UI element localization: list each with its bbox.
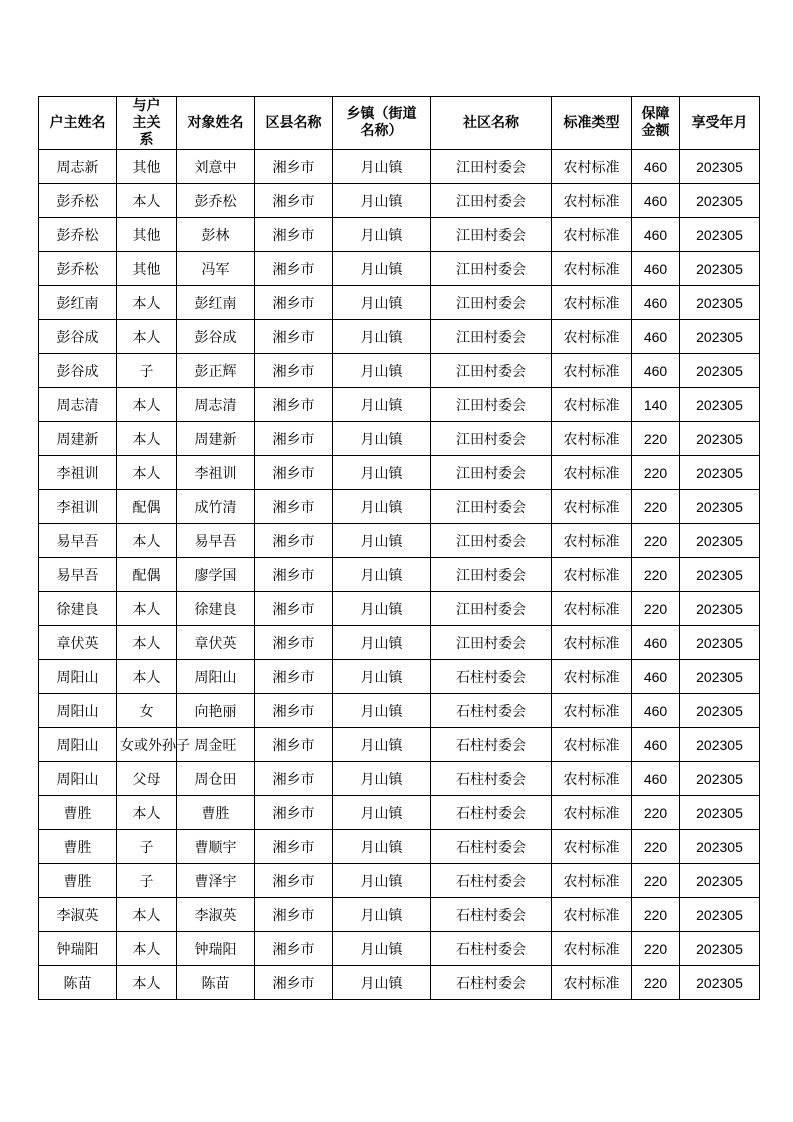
header-county: 区县名称 (255, 97, 333, 150)
cell-community: 江田村委会 (431, 218, 552, 252)
cell-county: 湘乡市 (255, 422, 333, 456)
cell-standard-type: 农村标准 (552, 762, 632, 796)
cell-standard-type: 农村标准 (552, 694, 632, 728)
header-row (39, 97, 760, 150)
cell-amount: 460 (632, 762, 680, 796)
cell-standard-type: 农村标准 (552, 150, 632, 184)
cell-community: 石柱村委会 (431, 694, 552, 728)
cell-county: 湘乡市 (255, 830, 333, 864)
table-row (39, 422, 760, 456)
cell-relation: 本人 (117, 422, 177, 456)
cell-head-name: 周阳山 (39, 660, 117, 694)
cell-relation: 本人 (117, 388, 177, 422)
cell-county: 湘乡市 (255, 218, 333, 252)
cell-head-name: 周阳山 (39, 762, 117, 796)
cell-amount: 220 (632, 966, 680, 1000)
cell-community: 石柱村委会 (431, 830, 552, 864)
cell-head-name: 李祖训 (39, 456, 117, 490)
cell-amount: 220 (632, 796, 680, 830)
cell-community: 江田村委会 (431, 388, 552, 422)
cell-standard-type: 农村标准 (552, 456, 632, 490)
cell-period: 202305 (680, 626, 760, 660)
cell-relation: 本人 (117, 966, 177, 1000)
cell-amount: 460 (632, 252, 680, 286)
cell-head-name: 钟瑞阳 (39, 932, 117, 966)
cell-member-name: 徐建良 (177, 592, 255, 626)
cell-member-name: 彭正辉 (177, 354, 255, 388)
cell-period: 202305 (680, 966, 760, 1000)
cell-county: 湘乡市 (255, 898, 333, 932)
cell-county: 湘乡市 (255, 592, 333, 626)
cell-community: 江田村委会 (431, 320, 552, 354)
cell-community: 江田村委会 (431, 150, 552, 184)
cell-amount: 220 (632, 422, 680, 456)
cell-member-name: 曹胜 (177, 796, 255, 830)
cell-head-name: 彭乔松 (39, 184, 117, 218)
cell-community: 江田村委会 (431, 626, 552, 660)
cell-head-name: 彭乔松 (39, 252, 117, 286)
cell-township: 月山镇 (333, 524, 431, 558)
header-relation-text: 与户主关系 (132, 97, 161, 148)
cell-member-name: 周志清 (177, 388, 255, 422)
cell-head-name: 易早吾 (39, 558, 117, 592)
cell-member-name: 刘意中 (177, 150, 255, 184)
cell-township: 月山镇 (333, 286, 431, 320)
cell-relation: 本人 (117, 320, 177, 354)
cell-township: 月山镇 (333, 354, 431, 388)
cell-period: 202305 (680, 762, 760, 796)
cell-period: 202305 (680, 422, 760, 456)
cell-head-name: 曹胜 (39, 864, 117, 898)
cell-standard-type: 农村标准 (552, 524, 632, 558)
cell-community: 石柱村委会 (431, 932, 552, 966)
cell-standard-type: 农村标准 (552, 388, 632, 422)
table-row (39, 932, 760, 966)
cell-period: 202305 (680, 388, 760, 422)
cell-amount: 460 (632, 694, 680, 728)
cell-member-name: 曹顺宇 (177, 830, 255, 864)
cell-county: 湘乡市 (255, 966, 333, 1000)
cell-head-name: 彭谷成 (39, 320, 117, 354)
cell-amount: 220 (632, 490, 680, 524)
cell-member-name: 陈苗 (177, 966, 255, 1000)
header-standard-type: 标准类型 (552, 97, 632, 150)
header-amount-text: 保障金额 (641, 106, 670, 139)
cell-standard-type: 农村标准 (552, 660, 632, 694)
cell-period: 202305 (680, 320, 760, 354)
cell-township: 月山镇 (333, 456, 431, 490)
table-row (39, 796, 760, 830)
header-member-name: 对象姓名 (177, 97, 255, 150)
cell-member-name: 易早吾 (177, 524, 255, 558)
cell-township: 月山镇 (333, 728, 431, 762)
cell-member-name: 彭林 (177, 218, 255, 252)
table-row (39, 456, 760, 490)
cell-amount: 220 (632, 524, 680, 558)
cell-community: 石柱村委会 (431, 864, 552, 898)
cell-period: 202305 (680, 694, 760, 728)
cell-standard-type: 农村标准 (552, 354, 632, 388)
cell-amount: 460 (632, 626, 680, 660)
cell-period: 202305 (680, 830, 760, 864)
table-row (39, 864, 760, 898)
cell-township: 月山镇 (333, 388, 431, 422)
cell-member-name: 李祖训 (177, 456, 255, 490)
table-row (39, 558, 760, 592)
cell-county: 湘乡市 (255, 354, 333, 388)
cell-county: 湘乡市 (255, 252, 333, 286)
cell-amount: 460 (632, 320, 680, 354)
table-row (39, 354, 760, 388)
cell-amount: 220 (632, 932, 680, 966)
cell-amount: 220 (632, 864, 680, 898)
cell-relation: 本人 (117, 524, 177, 558)
cell-county: 湘乡市 (255, 660, 333, 694)
cell-period: 202305 (680, 796, 760, 830)
table-row (39, 728, 760, 762)
cell-standard-type: 农村标准 (552, 626, 632, 660)
cell-head-name: 彭红南 (39, 286, 117, 320)
cell-period: 202305 (680, 558, 760, 592)
cell-community: 江田村委会 (431, 286, 552, 320)
cell-relation: 本人 (117, 286, 177, 320)
table-row (39, 898, 760, 932)
cell-head-name: 李祖训 (39, 490, 117, 524)
cell-standard-type: 农村标准 (552, 796, 632, 830)
cell-member-name: 彭谷成 (177, 320, 255, 354)
cell-period: 202305 (680, 932, 760, 966)
cell-county: 湘乡市 (255, 728, 333, 762)
table-row (39, 490, 760, 524)
table-row (39, 286, 760, 320)
cell-standard-type: 农村标准 (552, 932, 632, 966)
table-row (39, 694, 760, 728)
table-row (39, 830, 760, 864)
cell-standard-type: 农村标准 (552, 218, 632, 252)
cell-member-name: 向艳丽 (177, 694, 255, 728)
cell-period: 202305 (680, 184, 760, 218)
table-row (39, 320, 760, 354)
cell-member-name: 周金旺 (177, 728, 255, 762)
table-row (39, 626, 760, 660)
cell-standard-type: 农村标准 (552, 422, 632, 456)
table-row (39, 660, 760, 694)
cell-head-name: 彭谷成 (39, 354, 117, 388)
cell-relation: 其他 (117, 252, 177, 286)
cell-community: 石柱村委会 (431, 762, 552, 796)
cell-county: 湘乡市 (255, 762, 333, 796)
cell-period: 202305 (680, 354, 760, 388)
cell-county: 湘乡市 (255, 864, 333, 898)
cell-community: 石柱村委会 (431, 898, 552, 932)
cell-relation: 配偶 (117, 558, 177, 592)
cell-period: 202305 (680, 252, 760, 286)
cell-township: 月山镇 (333, 184, 431, 218)
cell-county: 湘乡市 (255, 184, 333, 218)
cell-amount: 460 (632, 218, 680, 252)
cell-relation: 配偶 (117, 490, 177, 524)
cell-amount: 460 (632, 150, 680, 184)
table-row (39, 524, 760, 558)
cell-community: 江田村委会 (431, 490, 552, 524)
cell-period: 202305 (680, 524, 760, 558)
table-row (39, 966, 760, 1000)
cell-community: 石柱村委会 (431, 728, 552, 762)
cell-standard-type: 农村标准 (552, 966, 632, 1000)
cell-period: 202305 (680, 660, 760, 694)
cell-standard-type: 农村标准 (552, 320, 632, 354)
cell-county: 湘乡市 (255, 558, 333, 592)
cell-township: 月山镇 (333, 932, 431, 966)
cell-relation: 本人 (117, 898, 177, 932)
cell-standard-type: 农村标准 (552, 864, 632, 898)
cell-county: 湘乡市 (255, 694, 333, 728)
header-head-name: 户主姓名 (39, 97, 117, 150)
cell-relation: 其他 (117, 150, 177, 184)
cell-amount: 460 (632, 660, 680, 694)
cell-head-name: 章伏英 (39, 626, 117, 660)
header-amount (632, 97, 680, 150)
cell-township: 月山镇 (333, 762, 431, 796)
cell-amount: 460 (632, 286, 680, 320)
cell-township: 月山镇 (333, 830, 431, 864)
cell-county: 湘乡市 (255, 320, 333, 354)
header-township (333, 97, 431, 150)
cell-community: 江田村委会 (431, 354, 552, 388)
cell-county: 湘乡市 (255, 932, 333, 966)
cell-amount: 220 (632, 558, 680, 592)
cell-head-name: 彭乔松 (39, 218, 117, 252)
cell-county: 湘乡市 (255, 626, 333, 660)
cell-period: 202305 (680, 218, 760, 252)
cell-community: 石柱村委会 (431, 660, 552, 694)
cell-amount: 220 (632, 456, 680, 490)
cell-head-name: 周阳山 (39, 728, 117, 762)
cell-member-name: 周建新 (177, 422, 255, 456)
cell-relation: 本人 (117, 456, 177, 490)
cell-relation: 子 (117, 354, 177, 388)
cell-member-name: 彭乔松 (177, 184, 255, 218)
cell-head-name: 曹胜 (39, 796, 117, 830)
table-row (39, 150, 760, 184)
cell-county: 湘乡市 (255, 796, 333, 830)
cell-relation: 子 (117, 864, 177, 898)
cell-community: 石柱村委会 (431, 796, 552, 830)
cell-relation: 父母 (117, 762, 177, 796)
header-relation (117, 97, 177, 150)
cell-county: 湘乡市 (255, 456, 333, 490)
cell-head-name: 曹胜 (39, 830, 117, 864)
cell-relation-text: 女或外孙子 (120, 737, 190, 754)
cell-relation (117, 728, 190, 762)
cell-township: 月山镇 (333, 252, 431, 286)
cell-township: 月山镇 (333, 898, 431, 932)
cell-township: 月山镇 (333, 694, 431, 728)
cell-township: 月山镇 (333, 660, 431, 694)
cell-relation: 女 (117, 694, 177, 728)
cell-township: 月山镇 (333, 592, 431, 626)
cell-township: 月山镇 (333, 422, 431, 456)
cell-township: 月山镇 (333, 490, 431, 524)
cell-head-name: 周志清 (39, 388, 117, 422)
cell-standard-type: 农村标准 (552, 286, 632, 320)
cell-member-name: 冯军 (177, 252, 255, 286)
cell-relation: 本人 (117, 796, 177, 830)
header-community: 社区名称 (431, 97, 552, 150)
cell-head-name: 周建新 (39, 422, 117, 456)
cell-county: 湘乡市 (255, 286, 333, 320)
cell-member-name: 成竹清 (177, 490, 255, 524)
cell-relation: 本人 (117, 932, 177, 966)
cell-amount: 220 (632, 830, 680, 864)
cell-relation: 子 (117, 830, 177, 864)
cell-standard-type: 农村标准 (552, 558, 632, 592)
cell-standard-type: 农村标准 (552, 252, 632, 286)
cell-township: 月山镇 (333, 864, 431, 898)
table-body (39, 150, 760, 1000)
cell-member-name: 李淑英 (177, 898, 255, 932)
header-township-text: 乡镇（街道名称） (346, 106, 417, 139)
table-row (39, 762, 760, 796)
cell-standard-type: 农村标准 (552, 592, 632, 626)
cell-standard-type: 农村标准 (552, 728, 632, 762)
cell-community: 江田村委会 (431, 558, 552, 592)
cell-period: 202305 (680, 150, 760, 184)
cell-county: 湘乡市 (255, 490, 333, 524)
table-row (39, 184, 760, 218)
cell-relation: 本人 (117, 184, 177, 218)
cell-head-name: 陈苗 (39, 966, 117, 1000)
cell-member-name: 廖学国 (177, 558, 255, 592)
cell-community: 石柱村委会 (431, 966, 552, 1000)
cell-community: 江田村委会 (431, 456, 552, 490)
cell-community: 江田村委会 (431, 592, 552, 626)
table-row (39, 388, 760, 422)
cell-standard-type: 农村标准 (552, 184, 632, 218)
cell-township: 月山镇 (333, 626, 431, 660)
cell-period: 202305 (680, 864, 760, 898)
table-header (39, 97, 760, 150)
relief-roster-table (38, 96, 760, 1000)
table-row (39, 218, 760, 252)
cell-township: 月山镇 (333, 218, 431, 252)
cell-community: 江田村委会 (431, 422, 552, 456)
cell-community: 江田村委会 (431, 524, 552, 558)
cell-member-name: 周阳山 (177, 660, 255, 694)
cell-head-name: 李淑英 (39, 898, 117, 932)
cell-relation: 本人 (117, 592, 177, 626)
cell-county: 湘乡市 (255, 150, 333, 184)
cell-county: 湘乡市 (255, 388, 333, 422)
table-row (39, 252, 760, 286)
cell-member-name: 彭红南 (177, 286, 255, 320)
cell-relation: 本人 (117, 660, 177, 694)
header-period: 享受年月 (680, 97, 760, 150)
cell-head-name: 周阳山 (39, 694, 117, 728)
cell-head-name: 徐建良 (39, 592, 117, 626)
cell-township: 月山镇 (333, 320, 431, 354)
cell-member-name: 周仓田 (177, 762, 255, 796)
cell-head-name: 易早吾 (39, 524, 117, 558)
cell-community: 江田村委会 (431, 184, 552, 218)
cell-head-name: 周志新 (39, 150, 117, 184)
cell-member-name: 曹泽宇 (177, 864, 255, 898)
cell-township: 月山镇 (333, 150, 431, 184)
table-row (39, 592, 760, 626)
cell-amount: 220 (632, 898, 680, 932)
cell-amount: 460 (632, 184, 680, 218)
cell-community: 江田村委会 (431, 252, 552, 286)
cell-period: 202305 (680, 456, 760, 490)
cell-period: 202305 (680, 490, 760, 524)
cell-period: 202305 (680, 898, 760, 932)
cell-member-name: 章伏英 (177, 626, 255, 660)
cell-period: 202305 (680, 286, 760, 320)
cell-standard-type: 农村标准 (552, 830, 632, 864)
cell-member-name: 钟瑞阳 (177, 932, 255, 966)
cell-standard-type: 农村标准 (552, 898, 632, 932)
cell-period: 202305 (680, 728, 760, 762)
cell-relation: 其他 (117, 218, 177, 252)
cell-period: 202305 (680, 592, 760, 626)
cell-township: 月山镇 (333, 966, 431, 1000)
cell-amount: 220 (632, 592, 680, 626)
cell-township: 月山镇 (333, 796, 431, 830)
cell-amount: 460 (632, 354, 680, 388)
cell-amount: 460 (632, 728, 680, 762)
cell-township: 月山镇 (333, 558, 431, 592)
cell-relation: 本人 (117, 626, 177, 660)
cell-amount: 140 (632, 388, 680, 422)
cell-standard-type: 农村标准 (552, 490, 632, 524)
cell-county: 湘乡市 (255, 524, 333, 558)
